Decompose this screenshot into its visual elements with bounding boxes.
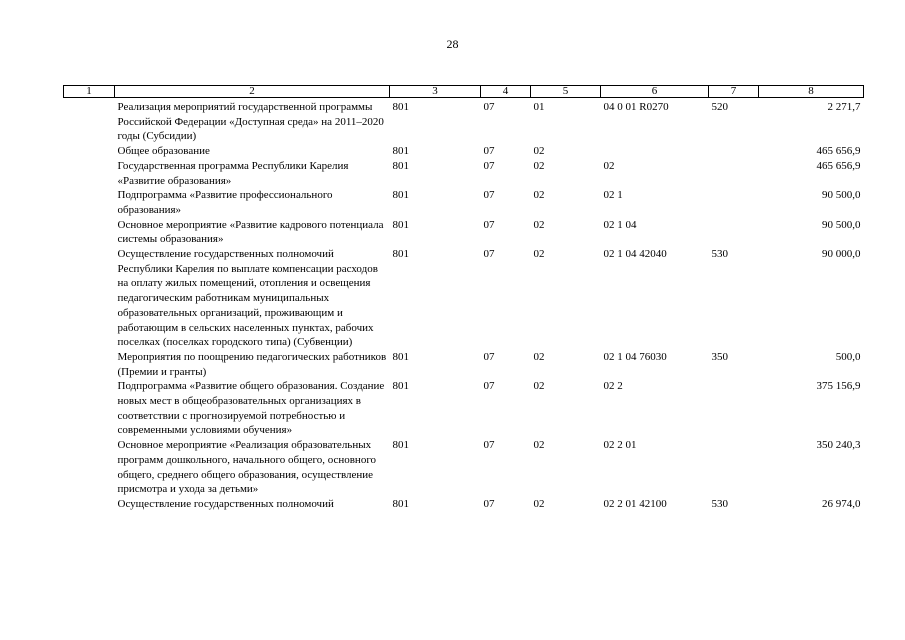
item-name-cell: Подпрограмма «Развитие профессионального образования» — [117, 189, 333, 216]
table-row — [64, 218, 864, 247]
section-code-cell: 07 — [483, 497, 495, 510]
section-code-cell: 07 — [483, 380, 495, 393]
table-header — [64, 86, 864, 98]
page-number: 28 — [446, 37, 459, 51]
item-name-cell: Мероприятия по поощрению педагогических работников (Премии и гранты) — [117, 350, 387, 378]
header-row — [64, 86, 864, 98]
amount-cell: 90 500,0 — [822, 189, 861, 202]
expense-type-cell: 520 — [711, 101, 728, 113]
table-row — [64, 350, 864, 379]
ministry-code-cell: 801 — [392, 159, 409, 172]
subsection-code-cell: 02 — [533, 350, 545, 363]
ministry-code-cell: 801 — [392, 248, 409, 261]
item-name-cell: Осуществление государственных полномочий Республики Карелия по выплате компенсации расходов на оплату жилых помещений, отопления и освещения педагогическим работникам муниципальных образовательных организаций, проживающим и работающим в сельских населенных пунктах, рабочих поселках (поселках городского типа) (Субвенции) — [117, 248, 378, 349]
expense-type-cell: 350 — [711, 350, 728, 363]
section-code-cell: 07 — [483, 189, 495, 202]
table-row — [64, 98, 864, 145]
table-row — [64, 247, 864, 350]
table-row — [64, 497, 864, 512]
subsection-code-cell: 02 — [533, 439, 545, 452]
ministry-code-cell: 801 — [392, 497, 409, 510]
subsection-code-cell: 02 — [533, 189, 545, 202]
item-name-cell: Общее образование — [117, 145, 210, 158]
header-col-1: 1 — [64, 86, 115, 98]
subsection-code-cell: 02 — [533, 497, 545, 510]
header-col-5: 5 — [531, 86, 601, 98]
row-index-cell — [64, 218, 115, 247]
row-index-cell — [64, 438, 115, 497]
target-article-cell: 02 — [603, 159, 615, 172]
row-index-cell — [64, 188, 115, 217]
budget-table — [63, 85, 864, 512]
ministry-code-cell: 801 — [392, 145, 409, 158]
expense-type-cell: 530 — [711, 497, 728, 510]
table-row — [64, 438, 864, 497]
amount-cell: 2 271,7 — [827, 101, 861, 113]
row-index-cell — [64, 98, 115, 145]
header-col-3: 3 — [390, 86, 481, 98]
amount-cell: 500,0 — [835, 350, 861, 363]
subsection-code-cell: 02 — [533, 248, 545, 261]
target-article-cell: 04 0 01 R0270 — [603, 101, 669, 113]
amount-cell: 375 156,9 — [816, 380, 861, 393]
amount-cell: 465 656,9 — [816, 145, 861, 158]
item-name-cell: Осуществление государственных полномочий — [117, 497, 334, 510]
subsection-code-cell: 02 — [533, 218, 545, 231]
expense-type-cell: 530 — [711, 248, 728, 261]
section-code-cell: 07 — [483, 439, 495, 452]
ministry-code-cell: 801 — [392, 189, 409, 202]
section-code-cell: 07 — [483, 159, 495, 172]
row-index-cell — [64, 144, 115, 159]
row-index-cell — [64, 497, 115, 512]
section-code-cell: 07 — [483, 101, 495, 113]
target-article-cell: 02 2 — [603, 380, 623, 393]
subsection-code-cell: 02 — [533, 145, 545, 158]
row-index-cell — [64, 247, 115, 350]
target-article-cell: 02 1 04 — [603, 218, 637, 231]
target-article-cell — [601, 144, 709, 159]
table-row — [64, 159, 864, 188]
section-code-cell: 07 — [483, 350, 495, 363]
target-article-cell: 02 2 01 42100 — [603, 497, 667, 510]
subsection-code-cell: 02 — [533, 380, 545, 393]
expense-type-cell — [709, 144, 759, 159]
section-code-cell: 07 — [483, 145, 495, 158]
header-col-6: 6 — [601, 86, 709, 98]
target-article-cell: 02 1 — [603, 189, 623, 202]
row-index-cell — [64, 159, 115, 188]
section-code-cell: 07 — [483, 218, 495, 231]
target-article-cell: 02 1 04 42040 — [603, 248, 667, 261]
amount-cell: 26 974,0 — [822, 497, 861, 510]
expense-type-cell — [709, 438, 759, 497]
item-name-cell: Основное мероприятие «Развитие кадрового потенциала системы образования» — [117, 218, 384, 246]
table-row — [64, 188, 864, 217]
subsection-code-cell: 01 — [533, 101, 545, 113]
row-index-cell — [64, 379, 115, 438]
item-name-cell: Основное мероприятие «Реализация образовательных программ дошкольного, начального общего, основного общего, среднего общего образования, осуществление присмотра и ухода за детьми» — [117, 439, 377, 496]
expense-type-cell — [709, 188, 759, 217]
amount-cell: 350 240,3 — [816, 439, 861, 452]
subsection-code-cell: 02 — [533, 159, 545, 172]
table-row — [64, 144, 864, 159]
header-col-8: 8 — [759, 86, 864, 98]
item-name-cell: Реализация мероприятий государственной программы Российской Федерации «Доступная среда» на 2011–2020 годы (Субсидии) — [117, 101, 384, 143]
item-name-cell: Подпрограмма «Развитие общего образования. Создание новых мест в общеобразовательных организациях в соответствии с прогнозируемой потребностью и современными условиями обучения» — [117, 380, 385, 437]
expense-type-cell — [709, 379, 759, 438]
ministry-code-cell: 801 — [392, 439, 409, 452]
amount-cell: 90 500,0 — [822, 218, 861, 231]
header-col-7: 7 — [709, 86, 759, 98]
item-name-cell: Государственная программа Республики Карелия «Развитие образования» — [117, 159, 349, 187]
table-row — [64, 379, 864, 438]
target-article-cell: 02 2 01 — [603, 439, 637, 452]
ministry-code-cell: 801 — [392, 350, 409, 363]
ministry-code-cell: 801 — [392, 380, 409, 393]
expense-type-cell — [709, 159, 759, 188]
amount-cell: 465 656,9 — [816, 159, 861, 172]
header-col-4: 4 — [481, 86, 531, 98]
expense-type-cell — [709, 218, 759, 247]
ministry-code-cell: 801 — [392, 218, 409, 231]
table-body — [64, 98, 864, 512]
header-col-2: 2 — [115, 86, 390, 98]
section-code-cell: 07 — [483, 248, 495, 261]
target-article-cell: 02 1 04 76030 — [603, 350, 667, 363]
row-index-cell — [64, 350, 115, 379]
amount-cell: 90 000,0 — [822, 248, 861, 261]
ministry-code-cell: 801 — [392, 101, 409, 113]
